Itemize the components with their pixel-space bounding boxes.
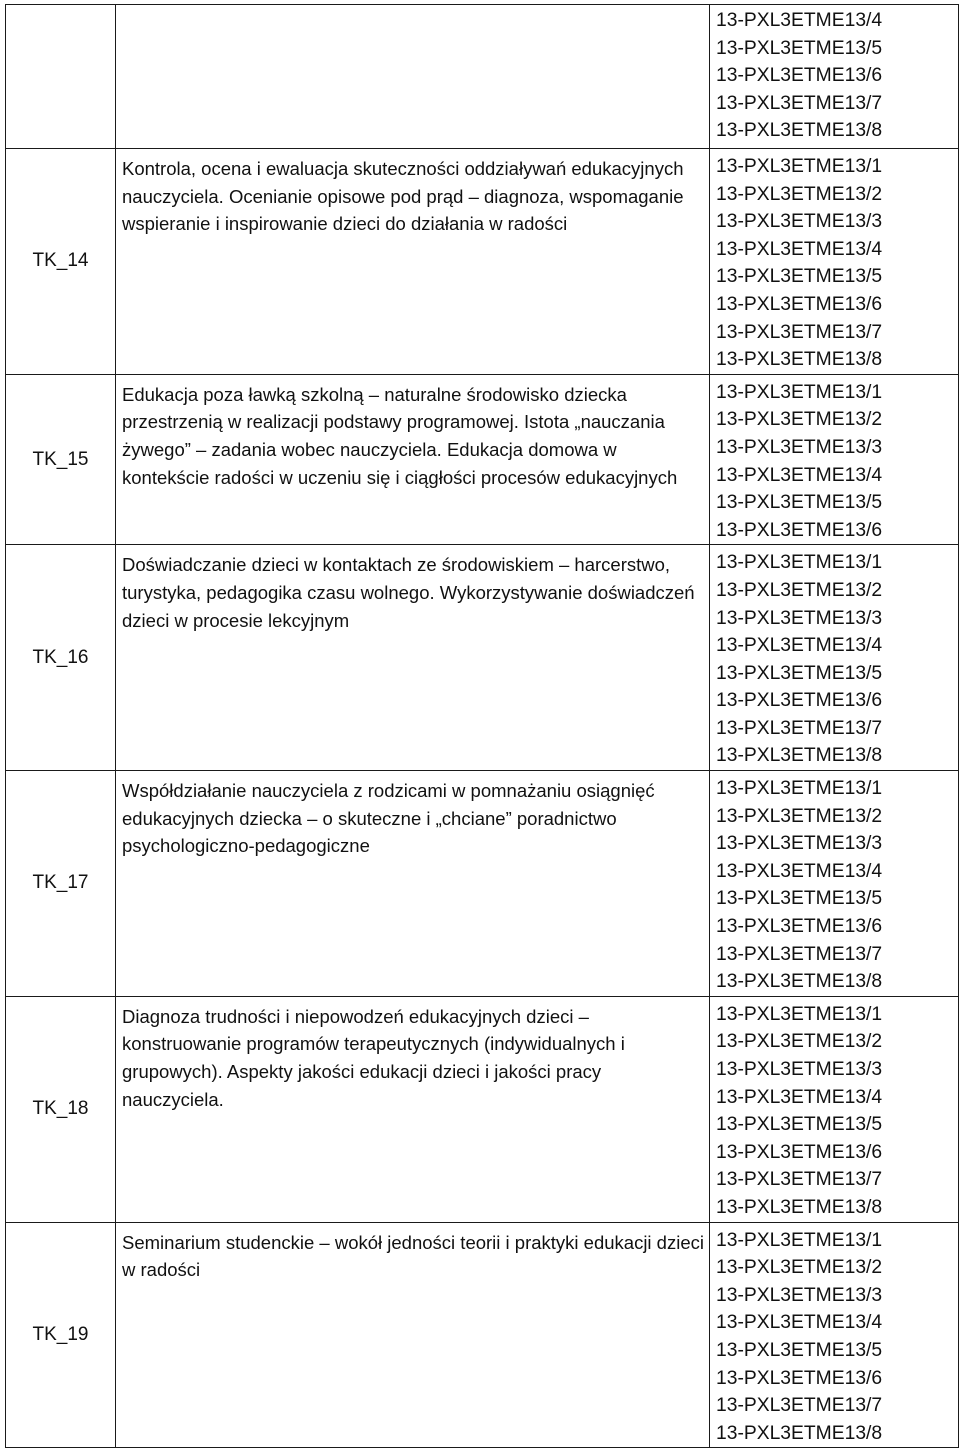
outcome-code: 13-PXL3ETME13/8 — [716, 745, 883, 767]
outcome-code: 13-PXL3ETME13/4 — [716, 1312, 883, 1334]
program-content-table — [5, 4, 959, 1448]
outcome-code: 13-PXL3ETME13/6 — [716, 916, 883, 938]
row-codes-cell — [710, 545, 959, 771]
outcome-code: 13-PXL3ETME13/7 — [716, 717, 883, 739]
outcome-code: 13-PXL3ETME13/6 — [716, 293, 883, 315]
outcome-code: 13-PXL3ETME13/4 — [716, 860, 883, 882]
row-description-cell — [116, 5, 710, 149]
outcome-code: 13-PXL3ETME13/6 — [716, 1367, 883, 1389]
table-body — [6, 5, 959, 1448]
outcome-code: 13-PXL3ETME13/6 — [716, 65, 883, 87]
row-codes-cell — [710, 1222, 959, 1448]
outcome-code: 13-PXL3ETME13/2 — [716, 805, 883, 827]
table-row — [6, 545, 959, 771]
outcome-code: 13-PXL3ETME13/8 — [716, 349, 883, 371]
table-row-continuation — [6, 5, 959, 149]
row-codes-cell — [710, 771, 959, 997]
outcome-code: 13-PXL3ETME13/4 — [716, 1086, 883, 1108]
outcome-code: 13-PXL3ETME13/7 — [716, 1169, 883, 1191]
outcome-code: 13-PXL3ETME13/1 — [716, 1003, 883, 1025]
outcome-code: 13-PXL3ETME13/7 — [716, 943, 883, 965]
outcome-code: 13-PXL3ETME13/5 — [716, 37, 883, 59]
outcome-code: 13-PXL3ETME13/1 — [716, 1229, 883, 1251]
row-description-text: Diagnoza trudności i niepowodzeń edukacyjnych dzieci – konstruowanie programów terapeutycznych (indywidualnych i grupowych). Aspekty jakości edukacji dzieci i jakości pracy nauczyciela. — [122, 1005, 625, 1110]
outcome-code: 13-PXL3ETME13/7 — [716, 321, 883, 343]
row-id-cell: TK_17 — [6, 771, 116, 997]
outcome-code: 13-PXL3ETME13/5 — [716, 888, 883, 910]
row-description-text: Doświadczanie dzieci w kontaktach ze środowiskiem – harcerstwo, turystyka, pedagogika czasu wolnego. Wykorzystywanie doświadczeń dzieci w procesie lekcyjnym — [122, 554, 695, 631]
row-description-text: Seminarium studenckie – wokół jedności teorii i praktyki edukacji dzieci w radości — [122, 1231, 704, 1281]
outcome-code: 13-PXL3ETME13/6 — [716, 519, 883, 541]
outcome-code: 13-PXL3ETME13/5 — [716, 1339, 883, 1361]
outcome-code: 13-PXL3ETME13/3 — [716, 607, 883, 629]
outcome-code: 13-PXL3ETME13/8 — [716, 120, 883, 142]
outcome-code: 13-PXL3ETME13/2 — [716, 1031, 883, 1053]
outcome-code: 13-PXL3ETME13/5 — [716, 266, 883, 288]
row-description-cell — [116, 374, 710, 545]
outcome-code: 13-PXL3ETME13/1 — [716, 778, 883, 800]
table-row — [6, 374, 959, 545]
row-id-cell: TK_16 — [6, 545, 116, 771]
outcome-code: 13-PXL3ETME13/8 — [716, 1196, 883, 1218]
row-codes-cell — [710, 149, 959, 375]
outcome-code: 13-PXL3ETME13/3 — [716, 833, 883, 855]
row-description-cell — [116, 771, 710, 997]
outcome-code: 13-PXL3ETME13/4 — [716, 10, 883, 31]
row-description-text: Współdziałanie nauczyciela z rodzicami w pomnażaniu osiągnięć edukacyjnych dziecka – o skuteczne i „chciane” poradnictwo psychologiczno-pedagogiczne — [122, 780, 655, 857]
row-id-cell: TK_19 — [6, 1222, 116, 1448]
outcome-code: 13-PXL3ETME13/1 — [716, 156, 883, 177]
outcome-code: 13-PXL3ETME13/4 — [716, 238, 883, 260]
row-description-cell — [116, 149, 710, 375]
outcome-code: 13-PXL3ETME13/3 — [716, 1284, 883, 1306]
outcome-code: 13-PXL3ETME13/5 — [716, 662, 883, 684]
outcome-code: 13-PXL3ETME13/2 — [716, 409, 883, 431]
outcome-code: 13-PXL3ETME13/2 — [716, 183, 883, 205]
outcome-code: 13-PXL3ETME13/8 — [716, 971, 883, 993]
row-description-cell — [116, 996, 710, 1222]
outcome-code: 13-PXL3ETME13/6 — [716, 1141, 883, 1163]
table-row — [6, 1222, 959, 1448]
outcome-code: 13-PXL3ETME13/1 — [716, 381, 883, 403]
row-description-cell — [116, 545, 710, 771]
row-description-text: Kontrola, ocena i ewaluacja skuteczności oddziaływań edukacyjnych nauczyciela. Ocenianie opisowe pod prąd – diagnoza, wspomaganie wspieranie i inspirowanie dzieci do działania w radości — [122, 158, 684, 235]
table-row — [6, 771, 959, 997]
row-description-text: Edukacja poza ławką szkolną – naturalne środowisko dziecka przestrzenią w realizacji podstawy programowej. Istota „nauczania żywego” – zadania wobec nauczyciela. Edukacja domowa w kontekście radości w uczeniu się i ciągłości procesów edukacyjnych — [122, 383, 678, 488]
outcome-code: 13-PXL3ETME13/1 — [716, 552, 883, 574]
row-description-cell — [116, 1222, 710, 1448]
row-id-cell: TK_18 — [6, 996, 116, 1222]
table-row — [6, 996, 959, 1222]
row-id-cell: TK_15 — [6, 374, 116, 545]
outcome-code: 13-PXL3ETME13/6 — [716, 690, 883, 712]
outcome-code: 13-PXL3ETME13/7 — [716, 92, 883, 114]
outcome-code: 13-PXL3ETME13/4 — [716, 464, 883, 486]
row-id-cell: TK_14 — [6, 149, 116, 375]
outcome-code: 13-PXL3ETME13/2 — [716, 1257, 883, 1279]
outcome-code: 13-PXL3ETME13/2 — [716, 579, 883, 601]
outcome-code: 13-PXL3ETME13/4 — [716, 635, 883, 657]
outcome-code: 13-PXL3ETME13/7 — [716, 1395, 883, 1417]
row-codes-cell — [710, 374, 959, 545]
row-codes-cell — [710, 996, 959, 1222]
table-row — [6, 149, 959, 375]
outcome-code: 13-PXL3ETME13/5 — [716, 492, 883, 514]
outcome-code: 13-PXL3ETME13/8 — [716, 1422, 883, 1444]
outcome-code: 13-PXL3ETME13/5 — [716, 1114, 883, 1136]
outcome-code: 13-PXL3ETME13/3 — [716, 436, 883, 458]
outcome-code: 13-PXL3ETME13/3 — [716, 211, 883, 233]
row-id-cell — [6, 5, 116, 149]
row-codes-cell — [710, 5, 959, 149]
outcome-code: 13-PXL3ETME13/3 — [716, 1059, 883, 1080]
